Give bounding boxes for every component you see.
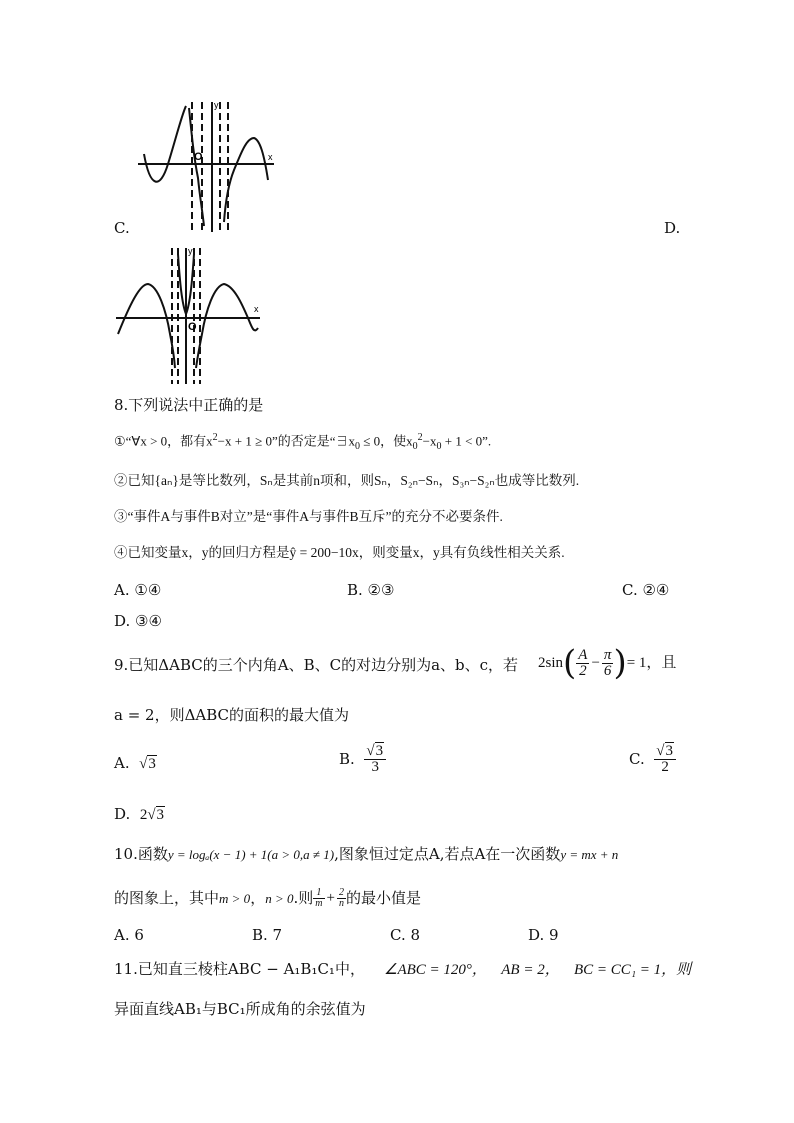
q10-option-b: B. 7 (252, 926, 283, 944)
graph-c-figure (136, 98, 282, 238)
q8-statement-4: ④已知变量x，y的回归方程是ŷ = 200−10x，则变量x，y具有负线性相关关系. (114, 545, 565, 560)
q9-option-a: A. √3 (114, 754, 156, 772)
q9-option-d: D. 2√3 (114, 805, 165, 823)
q9-stem: 9.已知ΔABC的三个内角A、B、C的对边分别为a、b、c，若 (114, 656, 519, 674)
q8-option-d: D. ③④ (114, 612, 162, 630)
q8-statement-3: ③“事件A与事件B对立”是“事件A与事件B互斥”的充分不必要条件. (114, 509, 503, 524)
q8-statement-2: ②已知{aₙ}是等比数列，Sₙ是其前n项和，则Sₙ，S₂ₙ−Sₙ，S₃ₙ−S₂ₙ也成等比数列. (114, 473, 580, 488)
graph-c-y-label: y (214, 100, 219, 110)
q9-option-b: B. $\frac{√3}{3}$ (339, 744, 386, 775)
graph-c-x-label: x (268, 152, 273, 162)
q8-statement-1: ①“∀x > 0，都有$x^2-x + 1 \ge 0$”的否定是“$\exists x_0 \le 0$，使$x_0^2-x_0 + 1 < 0$”. (114, 432, 492, 452)
q11-line-2: 异面直线AB₁与BC₁所成角的余弦值为 (114, 1000, 366, 1018)
q9-expression: 2sin ( $\frac{A}{2}$ − $\frac{\pi}{6}$ ) = 1，且 (538, 643, 677, 683)
q10-option-c: C. 8 (390, 926, 421, 944)
q11-stem: 11.已知直三棱柱ABC − A₁B₁C₁中， ∠ABC = 120°， AB = 2， BC = CC₁ = 1，则 (114, 960, 692, 978)
graph-c-origin: O (194, 151, 203, 163)
q8-option-b: B. ②③ (347, 581, 395, 599)
q9-option-c: C. $\frac{√3}{2}$ (629, 744, 676, 775)
q8-option-c: C. ②④ (622, 581, 670, 599)
q10-option-d: D. 9 (528, 926, 559, 944)
q9-line-2: a = 2，则ΔABC的面积的最大值为 (114, 706, 350, 724)
q10-option-a: A. 6 (114, 926, 144, 944)
q8-option-a: A. ①④ (114, 581, 162, 599)
graph-d-origin: O (188, 321, 197, 333)
graph-d-y-label: y (188, 246, 193, 256)
q8-stem: 8.下列说法中正确的是 (114, 396, 264, 414)
option-d-label: D. (664, 219, 681, 237)
option-c-label: C. (114, 219, 130, 237)
q10-stem: 10.函数y = logₐ(x − 1) + 1(a > 0,a ≠ 1),图象恒过定点A,若点A在一次函数y = mx + n (114, 845, 619, 863)
graph-d-figure (114, 244, 266, 388)
q10-line-2: 的图象上，其中 m > 0 ， n > 0 .则 $\frac{1}{m}$ + $\frac{2}{n}$ 的最小值是 (114, 887, 421, 909)
graph-d-x-label: x (254, 304, 259, 314)
